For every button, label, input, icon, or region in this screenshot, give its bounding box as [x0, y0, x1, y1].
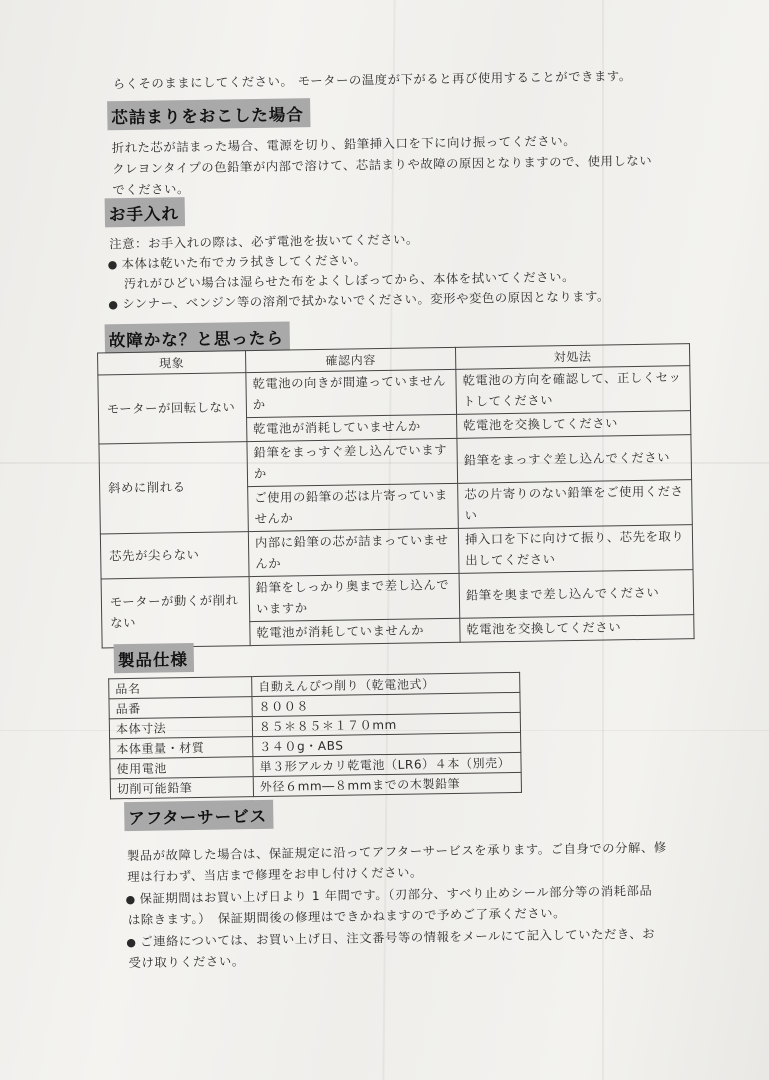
- spec-value: 外径６mm―８mmまでの木製鉛筆: [253, 772, 521, 796]
- spec-label: 切削可能鉛筆: [110, 777, 253, 799]
- check-cell: 乾電池が消耗していませんか: [247, 414, 457, 441]
- bullet-icon: ●: [107, 258, 118, 272]
- care-item: [107, 250, 366, 272]
- service-paragraph-line: 製品が故障した場合は、保証規定に沿ってアフターサービスを承ります。ご自身での分解、修: [126, 840, 667, 864]
- service-bullet-text: ご連絡については、お買い上げ日、注文番号等の情報をメールにて記入していただき、お: [140, 926, 656, 949]
- spec-label: 使用電池: [110, 757, 253, 779]
- service-heading: アフターサービス: [124, 800, 273, 831]
- fix-cell: 乾電池を交換してください: [460, 615, 694, 643]
- symptom-cell: モーターが回転しない: [98, 373, 247, 444]
- jam-text-line: 折れた芯が詰まった場合、電源を切り、鉛筆挿入口を下に向け振ってください。: [111, 133, 577, 156]
- spec-heading: 製品仕様: [114, 643, 194, 673]
- check-cell: 鉛筆をまっすぐ差し込んでいますか: [247, 438, 458, 486]
- check-cell: 乾電池が消耗していませんか: [250, 618, 460, 645]
- care-heading: お手入れ: [105, 197, 185, 227]
- service-bullet: [126, 924, 655, 950]
- check-cell: ご使用の鉛筆の芯は片寄っていませんか: [248, 483, 459, 531]
- jam-text-line: でください。: [112, 182, 190, 198]
- spec-value: 単３形アルカリ乾電池（LR6）４本（別売）: [253, 752, 521, 776]
- spec-value: ８５＊８５＊１７０mm: [252, 712, 520, 736]
- intro-line: らくそのままにしてください。 モーターの温度が下がると再び使用することができます。: [112, 69, 632, 92]
- care-note: 注意：お手入れの際は、必ず電池を抜いてください。: [109, 232, 419, 252]
- check-cell: 乾電池の向きが間違っていませんか: [246, 369, 457, 417]
- fix-cell: 挿入口を下に向けて振り、芯先を取り出してください: [458, 525, 693, 574]
- bullet-icon: ●: [126, 935, 137, 950]
- service-bullet-continued: 受け取りください。: [128, 954, 245, 971]
- column-header: 確認内容: [246, 347, 456, 372]
- service-paragraph-line: 理は行わず、当店まで修理をお申し付けください。: [127, 865, 423, 885]
- bullet-icon: ●: [108, 298, 119, 312]
- spec-value: ３４０g・ABS: [253, 732, 521, 756]
- spec-label: 品名: [109, 677, 252, 699]
- troubleshooting-table: [97, 343, 695, 648]
- fix-cell: 乾電池の方向を確認して、正しくセットしてください: [456, 366, 691, 415]
- spec-label: 本体寸法: [109, 717, 252, 739]
- column-header: 対処法: [455, 344, 689, 370]
- spec-table: [108, 672, 522, 799]
- symptom-cell: 斜めに削れる: [99, 442, 248, 534]
- care-item-continued: 汚れがひどい場合は湿らせた布をよくしぼってから、本体を拭いてください。: [123, 269, 576, 292]
- jam-heading: 芯詰まりをおこした場合: [107, 98, 310, 130]
- fix-cell: 鉛筆をまっすぐ差し込んでください: [457, 435, 692, 484]
- fix-cell: 芯の片寄りのない鉛筆をご使用ください: [458, 480, 693, 529]
- fix-cell: 鉛筆を奥まで差し込んでください: [459, 570, 694, 619]
- fix-cell: 乾電池を交換してください: [457, 411, 691, 439]
- care-item-text: シンナー、ベンジン等の溶剤で拭かないでください。変形や変色の原因となります。: [122, 289, 610, 312]
- spec-value: ８００８: [252, 692, 520, 716]
- service-bullet: [125, 881, 652, 907]
- column-header: 現象: [98, 351, 246, 375]
- spec-value: 自動えんぴつ削り（乾電池式）: [252, 672, 520, 696]
- symptom-cell: 芯先が尖らない: [100, 532, 249, 579]
- bullet-icon: ●: [125, 892, 136, 907]
- check-cell: 内部に鉛筆の芯が詰まっていませんか: [248, 528, 459, 576]
- symptom-cell: モーターが動くが削れない: [101, 577, 250, 648]
- trouble-heading: 故障かな？と思ったら: [105, 321, 290, 353]
- spec-label: 品番: [109, 697, 252, 719]
- check-cell: 鉛筆をしっかり奥まで差し込んでいますか: [249, 573, 460, 621]
- service-bullet-text: 保証期間はお買い上げ日より 1 年間です。（刃部分、すべり止めシール部分等の消耗部品: [139, 883, 653, 906]
- jam-text-line: クレヨンタイプの色鉛筆が内部で溶けて、芯詰まりや故障の原因となりますので、使用しない: [112, 153, 653, 177]
- spec-label: 本体重量・材質: [110, 737, 253, 759]
- care-item-text: 本体は乾いた布でカラ拭きしてください。: [121, 253, 367, 272]
- service-bullet-continued: は除きます。） 保証期間後の修理はできかねますので予めご了承ください。: [127, 906, 567, 928]
